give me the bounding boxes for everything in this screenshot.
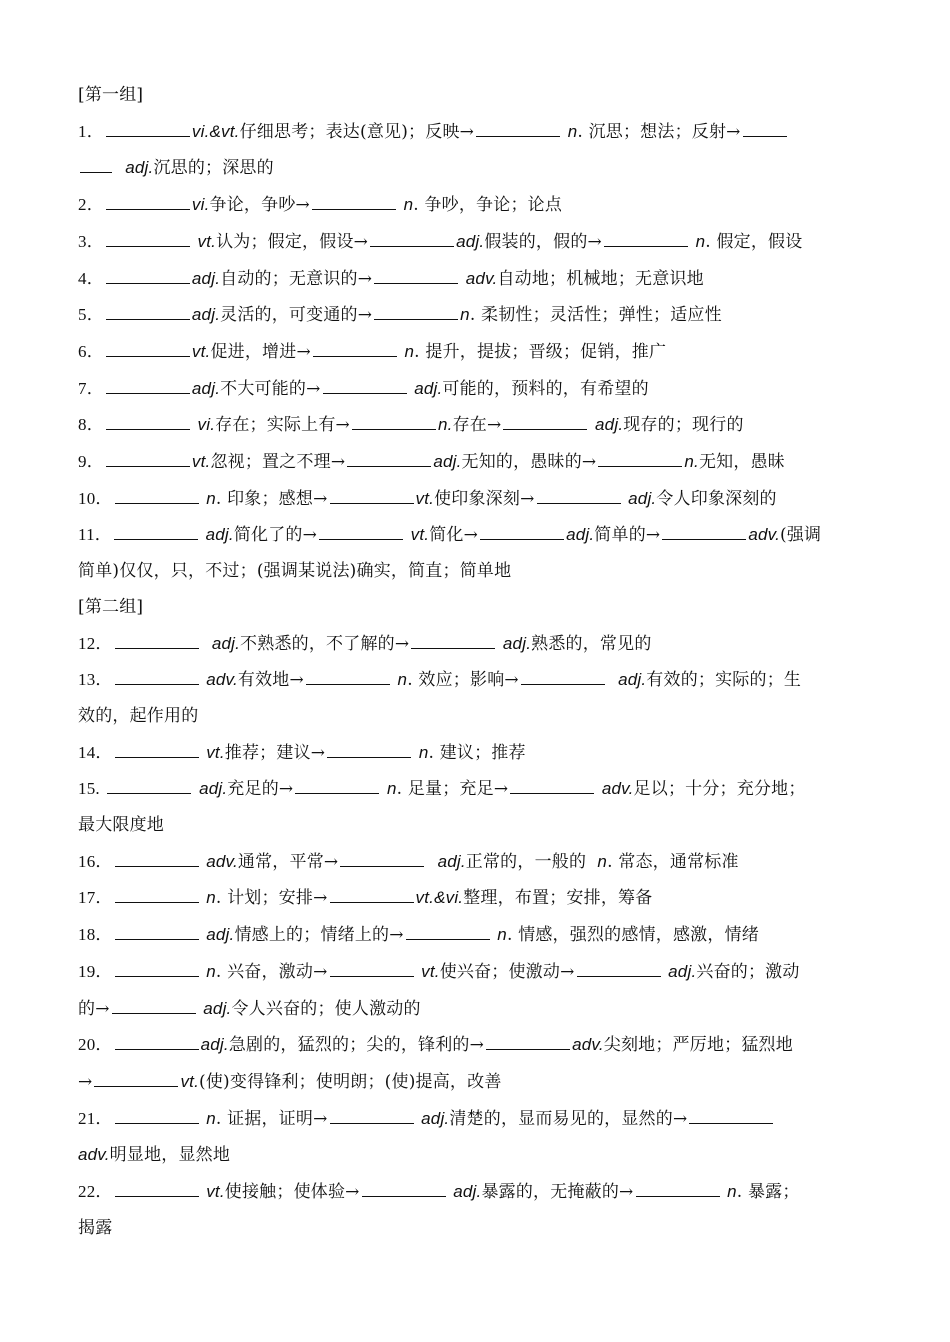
definition: 自动地；机械地；无意识地	[497, 268, 704, 289]
pos-label: vi.&vt.	[191, 121, 240, 141]
item-number: 6．	[78, 341, 104, 361]
pos-label: vt.	[197, 231, 217, 251]
item-5	[78, 297, 874, 334]
definition: 不熟悉的，不了解的→	[240, 633, 410, 654]
definition: 假装的，假的→	[484, 231, 602, 252]
answer-blank[interactable]	[480, 521, 564, 540]
definition: . 提升，提拔；晋级；促销，推广	[414, 341, 667, 362]
item-14	[78, 735, 874, 772]
item-20-cont	[78, 1064, 874, 1101]
answer-blank[interactable]	[327, 739, 411, 758]
answer-blank[interactable]	[295, 775, 379, 794]
pos-label: n	[206, 961, 216, 981]
answer-blank[interactable]	[115, 485, 199, 504]
item-number: 10．	[78, 488, 113, 508]
item-22	[78, 1174, 874, 1211]
definition: 暴露的，无掩蔽的→	[481, 1182, 634, 1203]
pos-label: vt.	[191, 341, 211, 361]
definition: . 印象；感想→	[215, 488, 328, 509]
definition: . 兴奋，激动→	[215, 961, 328, 982]
answer-blank[interactable]	[503, 411, 587, 430]
definition: 简单)仅仅，只，不过；(强调某说法)确实，简直；简单地	[78, 561, 512, 582]
definition: . 效应；影响→	[407, 670, 519, 691]
item-21-cont	[78, 1137, 874, 1174]
group1-header: [第一组]	[78, 85, 144, 105]
definition: 简单的→	[594, 525, 661, 546]
pos-label: adj.	[125, 158, 154, 178]
item-2	[78, 187, 874, 224]
item-17	[78, 880, 874, 917]
answer-blank[interactable]	[106, 448, 190, 467]
pos-label: vt.	[206, 1182, 225, 1202]
pos-label: n	[497, 925, 507, 945]
pos-label: n	[397, 670, 408, 690]
definition: 使接触；使体验→	[224, 1182, 360, 1203]
answer-blank[interactable]	[374, 265, 458, 284]
pos-label: n	[597, 851, 608, 871]
answer-blank[interactable]	[115, 630, 199, 649]
definition: . 沉思；想法；反射→	[577, 121, 741, 142]
pos-label: vi.	[191, 195, 210, 215]
answer-blank[interactable]	[406, 921, 490, 940]
pos-label: vt.	[180, 1071, 199, 1091]
definition: 认为；假定，假设→	[216, 231, 369, 252]
definition: (使)变得锋利；使明朗；(使)提高，改善	[199, 1071, 502, 1092]
answer-blank[interactable]	[689, 1105, 773, 1124]
pos-label: vt.	[421, 961, 440, 981]
definition: . 建议；推荐	[428, 742, 526, 763]
item-12	[78, 626, 874, 663]
item-number: 2．	[78, 195, 104, 215]
item-3	[78, 224, 874, 261]
answer-blank[interactable]	[80, 154, 112, 173]
definition: (强调	[780, 525, 822, 546]
definition: 灵活的，可变通的→	[220, 305, 373, 326]
pos-label: adj.	[200, 1035, 229, 1055]
definition: 有效的；实际的；生	[646, 670, 802, 691]
answer-blank[interactable]	[115, 739, 199, 758]
answer-blank[interactable]	[476, 118, 560, 137]
pos-label: vt.	[415, 488, 435, 508]
answer-blank[interactable]	[114, 521, 198, 540]
definition: 最大限度地	[78, 815, 164, 836]
definition: 简化→	[429, 525, 479, 546]
pos-label: n	[404, 341, 415, 361]
pos-label: n	[386, 779, 397, 799]
pos-label: adv.	[572, 1035, 604, 1055]
definition: . 足量；充足→	[396, 779, 509, 800]
pos-label: adj.	[453, 1182, 482, 1202]
item-15	[78, 771, 874, 808]
answer-blank[interactable]	[107, 775, 191, 794]
definition: 正常的，一般的	[465, 851, 587, 872]
answer-blank[interactable]	[94, 1068, 178, 1087]
item-number: 14．	[78, 742, 113, 762]
answer-blank[interactable]	[106, 301, 190, 320]
definition: . 柔韧性；灵活性；弹性；适应性	[469, 305, 722, 326]
item-9	[78, 444, 874, 481]
answer-blank[interactable]	[510, 775, 594, 794]
pos-label: adv.	[206, 851, 238, 871]
worksheet	[78, 78, 874, 1247]
definition: . 争吵，争论；论点	[413, 195, 563, 216]
item-1	[78, 114, 874, 151]
definition: →	[78, 1071, 93, 1092]
definition: 简化了的→	[233, 525, 318, 546]
item-number: 9．	[78, 452, 104, 472]
definition: 沉思的；深思的	[153, 158, 274, 179]
definition: 促进，增进→	[210, 341, 311, 362]
answer-blank[interactable]	[319, 521, 403, 540]
item-number: 22．	[78, 1182, 113, 1202]
item-number: 17．	[78, 888, 113, 908]
item-number: 4．	[78, 268, 104, 288]
answer-blank[interactable]	[112, 995, 196, 1014]
answer-blank[interactable]	[743, 118, 787, 137]
answer-blank[interactable]	[115, 884, 199, 903]
definition: 有效地→	[237, 670, 304, 691]
pos-label: adj.	[211, 633, 241, 653]
pos-label: adv.	[465, 268, 498, 288]
item-6	[78, 334, 874, 371]
answer-blank[interactable]	[330, 958, 414, 977]
definition: . 假定，假设	[705, 231, 803, 252]
item-number: 15.	[78, 779, 100, 799]
item-number: 20．	[78, 1035, 113, 1055]
item-15-cont	[78, 808, 874, 844]
answer-blank[interactable]	[323, 375, 407, 394]
definition: 无知，愚昧	[698, 452, 785, 473]
pos-label: n	[567, 121, 578, 141]
definition: 急剧的，猛烈的；尖的，锋利的→	[228, 1035, 485, 1056]
answer-blank[interactable]	[115, 1105, 199, 1124]
answer-blank[interactable]	[374, 301, 458, 320]
item-4	[78, 261, 874, 298]
definition: 充足的→	[227, 779, 294, 800]
answer-blank[interactable]	[313, 338, 397, 357]
answer-blank[interactable]	[115, 958, 199, 977]
definition: 清楚的，显而易见的，显然的→	[449, 1108, 688, 1129]
pos-label: n	[403, 195, 414, 215]
answer-blank[interactable]	[106, 375, 190, 394]
pos-label: adj.	[191, 378, 221, 398]
definition: 的→	[78, 998, 110, 1019]
pos-label: vt.	[206, 742, 225, 762]
pos-label: n	[418, 742, 429, 762]
definition: 存在→	[452, 415, 502, 436]
pos-label: adj.	[199, 779, 228, 799]
pos-label: adj.	[206, 925, 235, 945]
pos-label: adj.	[456, 231, 485, 251]
pos-label: adv.	[78, 1145, 110, 1165]
answer-blank[interactable]	[106, 338, 190, 357]
pos-label: adj.	[668, 961, 697, 981]
item-number: 3．	[78, 231, 104, 251]
item-13	[78, 662, 874, 699]
pos-label: adj.	[618, 670, 647, 690]
item-19-cont	[78, 991, 874, 1028]
answer-blank[interactable]	[330, 485, 414, 504]
definition: 忽视；置之不理→	[210, 452, 346, 473]
answer-blank[interactable]	[347, 448, 431, 467]
answer-blank[interactable]	[521, 666, 605, 685]
answer-blank[interactable]	[577, 958, 661, 977]
definition: 争论，争吵→	[209, 195, 310, 216]
definition: 通常，平常→	[237, 851, 339, 872]
pos-label: n	[206, 488, 216, 508]
answer-blank[interactable]	[106, 228, 190, 247]
answer-blank[interactable]	[115, 1031, 199, 1050]
pos-label: adj.	[628, 488, 657, 508]
item-19	[78, 954, 874, 991]
definition: 明显地，显然地	[109, 1145, 231, 1166]
definition: . 证据，证明→	[215, 1108, 328, 1129]
item-20	[78, 1027, 874, 1064]
item-number: 5．	[78, 305, 104, 325]
pos-label: adj.	[433, 452, 462, 472]
pos-label: adv.	[601, 779, 634, 799]
answer-blank[interactable]	[330, 1105, 414, 1124]
pos-label: adj.	[421, 1108, 450, 1128]
item-10	[78, 481, 874, 518]
item-number: 21．	[78, 1108, 113, 1128]
definition: 尖刻地；严厉地；猛烈地	[603, 1035, 793, 1056]
item-number: 19．	[78, 961, 113, 981]
definition: . 暴露；	[736, 1182, 800, 1203]
answer-blank[interactable]	[352, 411, 436, 430]
answer-blank[interactable]	[537, 485, 621, 504]
answer-blank[interactable]	[411, 630, 495, 649]
answer-blank[interactable]	[486, 1031, 570, 1050]
definition: 效的，起作用的	[78, 705, 199, 726]
pos-label: adj.	[203, 998, 232, 1018]
pos-label: adj.	[191, 268, 221, 288]
definition: 存在；实际上有→	[215, 415, 350, 436]
pos-label: vt.&vi.	[415, 888, 464, 908]
definition: 无知的，愚昧的→	[461, 452, 597, 473]
definition: 揭露	[78, 1217, 113, 1238]
definition: 令人兴奋的；使人激动的	[231, 998, 421, 1019]
pos-label: n	[206, 1108, 216, 1128]
item-7	[78, 371, 874, 408]
item-16	[78, 844, 874, 881]
pos-label: adj.	[566, 525, 595, 545]
pos-label: vi.	[197, 415, 216, 435]
answer-blank[interactable]	[362, 1178, 446, 1197]
answer-blank[interactable]	[636, 1178, 720, 1197]
pos-label: n	[695, 231, 706, 251]
definition: . 情感，强烈的感情，感激，情绪	[506, 925, 759, 946]
pos-label: n.	[684, 452, 699, 472]
definition: 情感上的；情绪上的→	[234, 925, 404, 946]
definition: 使印象深刻→	[434, 488, 535, 509]
pos-label: adj.	[205, 525, 234, 545]
answer-blank[interactable]	[106, 265, 190, 284]
item-8	[78, 407, 874, 444]
item-22-cont	[78, 1211, 874, 1247]
answer-blank[interactable]	[115, 921, 199, 940]
answer-blank[interactable]	[330, 884, 414, 903]
definition: 熟悉的，常见的	[531, 633, 652, 654]
item-number: 7．	[78, 378, 104, 398]
pos-label: vt.	[191, 452, 211, 472]
item-number: 16．	[78, 851, 113, 871]
definition: 自动的；无意识的→	[220, 268, 373, 289]
item-number: 1．	[78, 121, 104, 141]
item-number: 8．	[78, 415, 104, 435]
answer-blank[interactable]	[604, 228, 688, 247]
answer-blank[interactable]	[106, 118, 190, 137]
pos-label: n	[727, 1182, 737, 1202]
item-1-cont	[78, 150, 874, 187]
item-11-cont	[78, 554, 874, 590]
answer-blank[interactable]	[115, 1178, 199, 1197]
answer-blank[interactable]	[598, 448, 682, 467]
definition: 可能的，预料的，有希望的	[442, 378, 649, 399]
pos-label: vt.	[410, 525, 430, 545]
item-number: 13．	[78, 670, 113, 690]
definition: 现存的；现行的	[623, 415, 744, 436]
definition: 仔细思考；表达(意见)；反映→	[239, 121, 475, 142]
item-13-cont	[78, 699, 874, 735]
definition: 整理，布置；安排，筹备	[463, 888, 653, 909]
answer-blank[interactable]	[115, 666, 199, 685]
pos-label: adv.	[748, 525, 781, 545]
pos-label: n.	[437, 415, 453, 435]
definition: 兴奋的；激动	[696, 961, 800, 982]
definition: . 常态，通常标准	[607, 851, 739, 872]
answer-blank[interactable]	[306, 666, 390, 685]
pos-label: adj.	[437, 851, 466, 871]
pos-label: n	[206, 888, 216, 908]
answer-blank[interactable]	[115, 848, 199, 867]
item-11	[78, 517, 874, 554]
item-number: 18．	[78, 925, 113, 945]
item-number: 11．	[78, 525, 112, 545]
answer-blank[interactable]	[370, 228, 454, 247]
definition: . 计划；安排→	[215, 888, 328, 909]
item-number: 12．	[78, 633, 113, 653]
item-18	[78, 917, 874, 954]
pos-label: n	[460, 305, 470, 325]
definition: 使兴奋；使激动→	[439, 961, 575, 982]
answer-blank[interactable]	[106, 411, 190, 430]
answer-blank[interactable]	[662, 521, 746, 540]
answer-blank[interactable]	[340, 848, 424, 867]
pos-label: adj.	[191, 305, 221, 325]
pos-label: adj.	[414, 378, 443, 398]
pos-label: adj.	[595, 415, 624, 435]
item-21	[78, 1101, 874, 1138]
definition: 足以；十分；充分地；	[633, 779, 806, 800]
answer-blank[interactable]	[106, 191, 190, 210]
pos-label: adv.	[206, 670, 238, 690]
group2-header: [第二组]	[78, 596, 144, 617]
pos-label: adj.	[502, 633, 532, 653]
definition: 不大可能的→	[220, 378, 321, 399]
definition: 推荐；建议→	[224, 742, 326, 763]
definition: 令人印象深刻的	[656, 488, 777, 509]
answer-blank[interactable]	[312, 191, 396, 210]
